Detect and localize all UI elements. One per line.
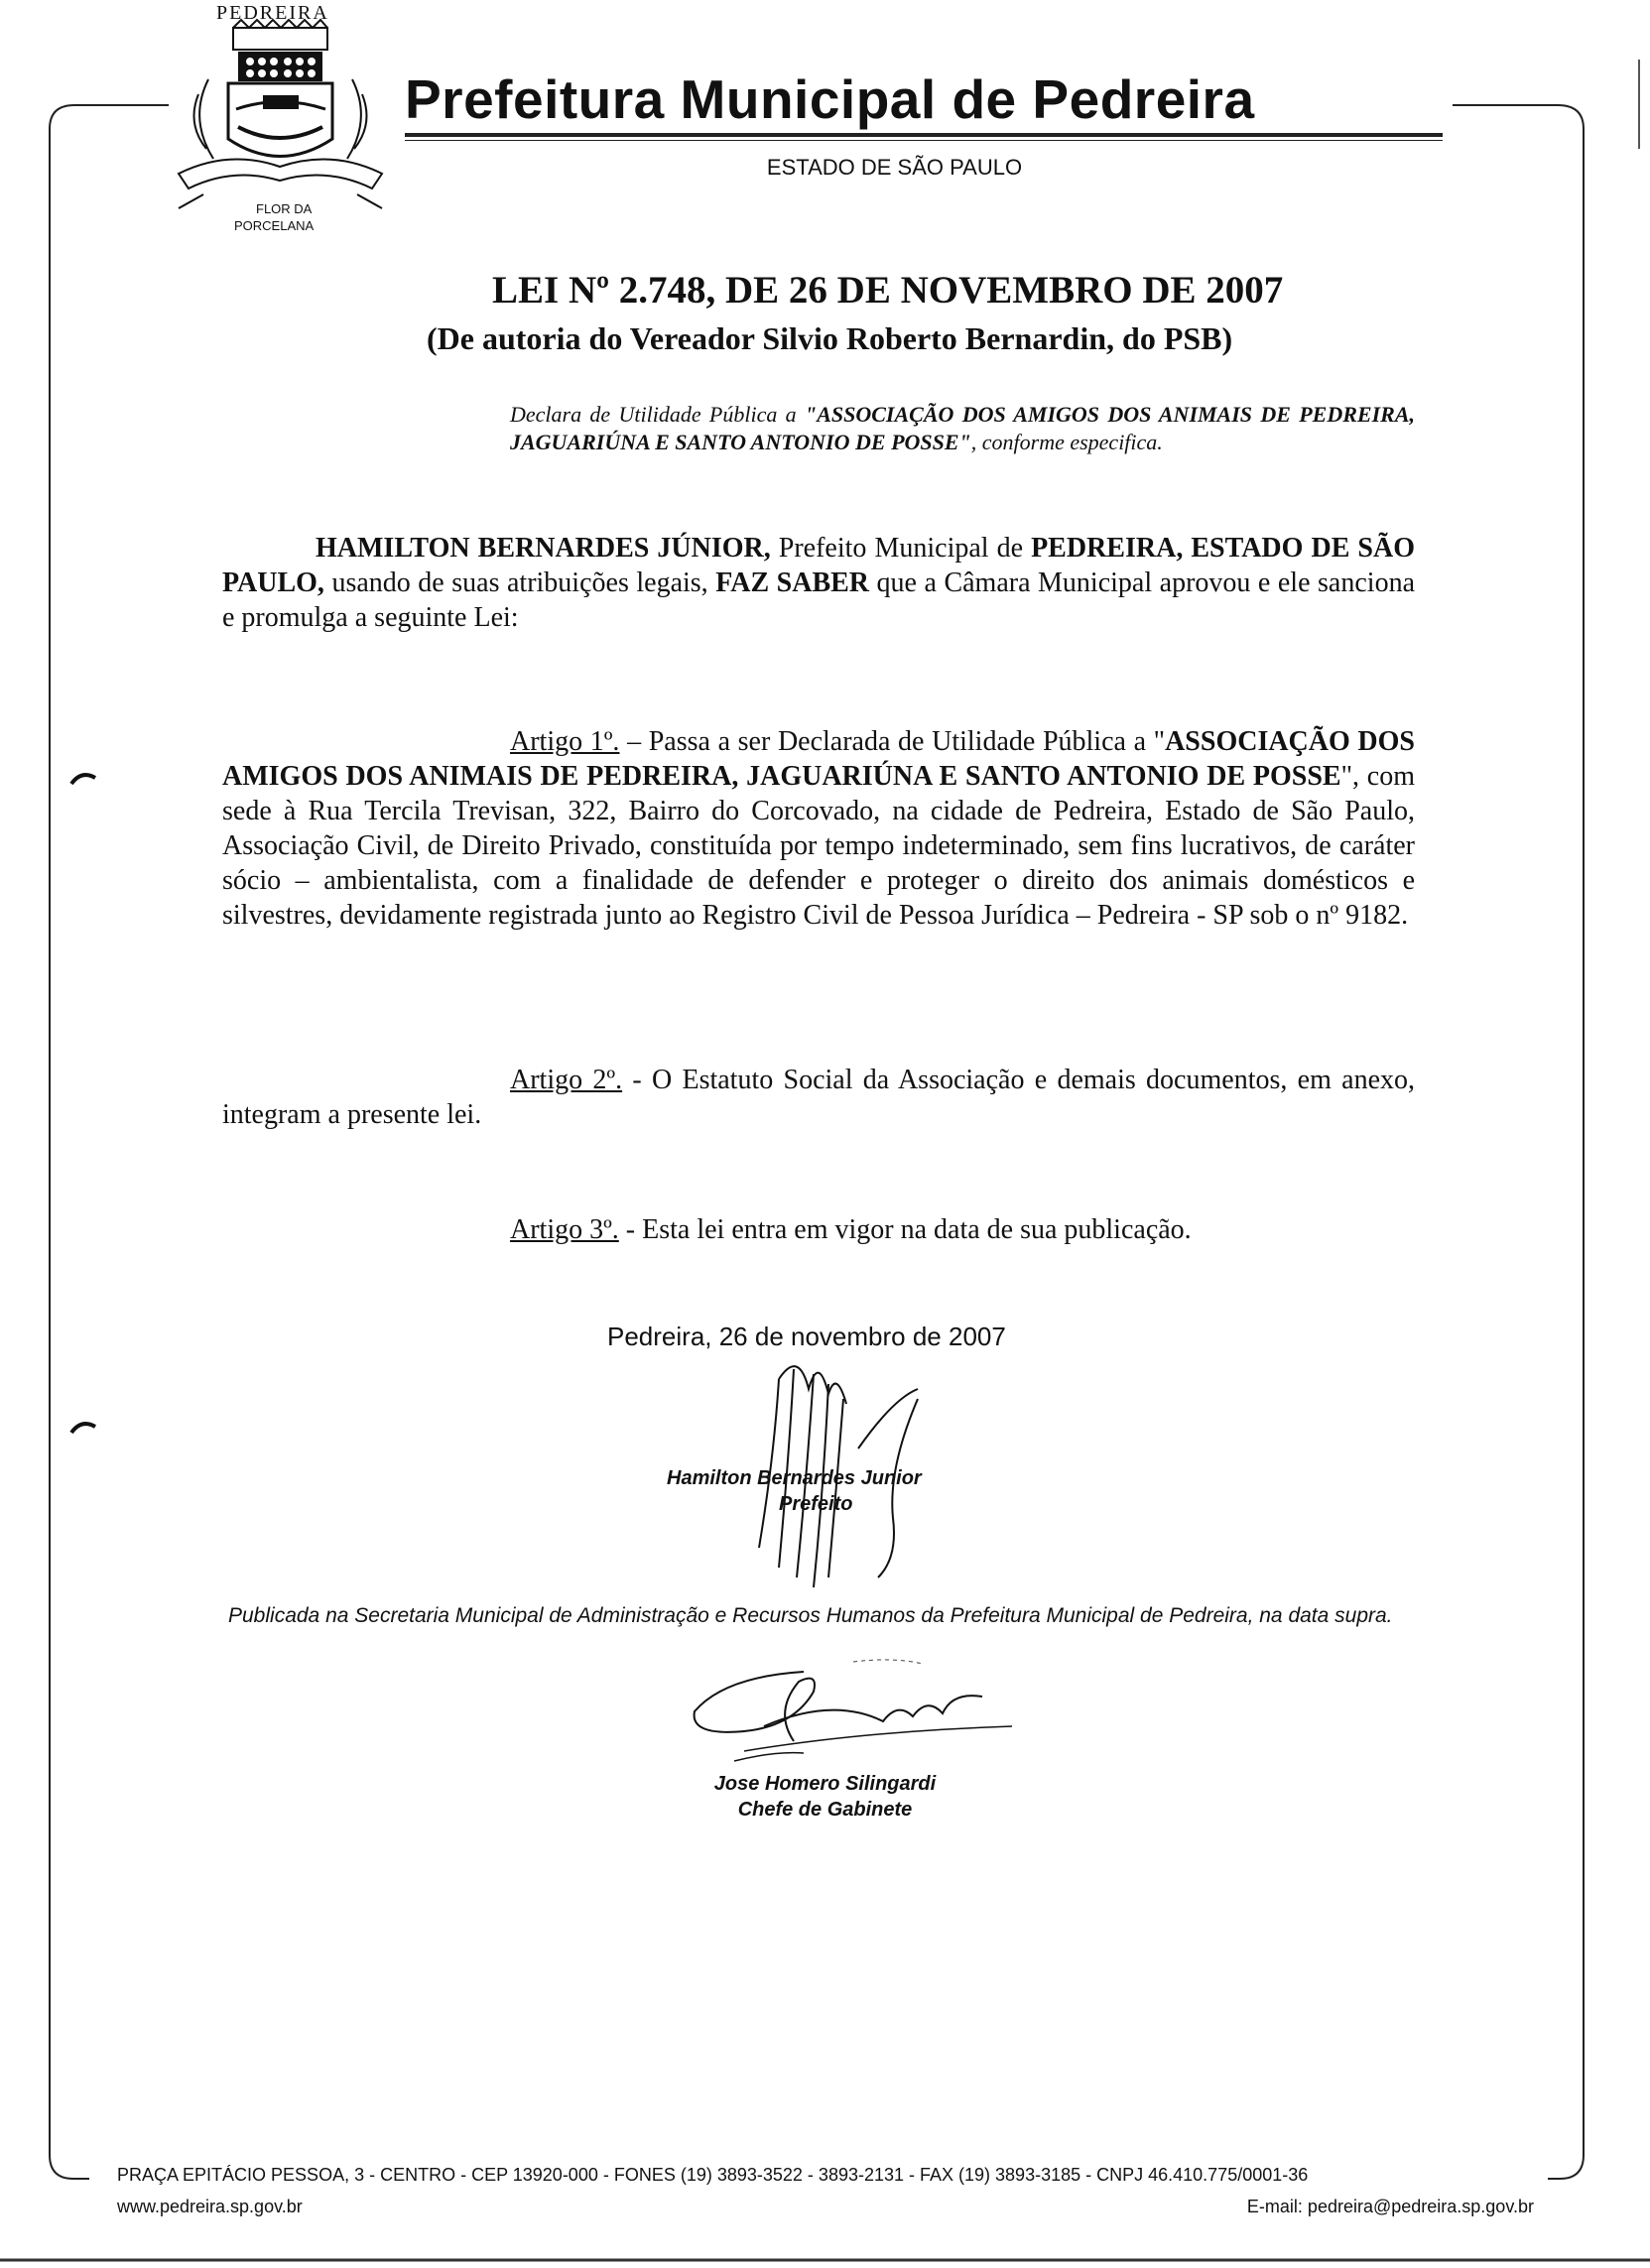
signing-date: Pedreira, 26 de novembro de 2007 bbox=[607, 1322, 1006, 1351]
publication-note: Publicada na Secretaria Municipal de Administração e Recursos Humanos da Prefeitura Municipal de Pedreira, na data supra. bbox=[228, 1604, 1393, 1627]
article-1-label: Artigo 1º. bbox=[510, 726, 620, 757]
second-signer-role: Chefe de Gabinete bbox=[737, 1799, 913, 1821]
state-subtitle: ESTADO DE SÃO PAULO bbox=[766, 155, 1023, 180]
article-3-label: Artigo 3º. bbox=[510, 1214, 619, 1245]
title-rule-thick bbox=[405, 133, 1443, 137]
article-3-text: - Esta lei entra em vigor na data de sua publicação. bbox=[618, 1214, 1192, 1245]
article-1-entity: ASSOCIAÇÃO DOS AMIGOS DOS ANIMAIS DE PEDREIRA, JAGUARIÚNA E SANTO ANTONIO DE POSSE bbox=[222, 726, 1415, 792]
title-rule-thin bbox=[405, 140, 1443, 141]
footer-website: www.pedreira.sp.gov.br bbox=[117, 2197, 303, 2216]
footer-email: E-mail: pedreira@pedreira.sp.gov.br bbox=[1246, 2197, 1534, 2216]
preamble-paragraph bbox=[222, 531, 1415, 635]
mayor-signer-role: Prefeito bbox=[779, 1493, 853, 1515]
city-state: PEDREIRA, ESTADO DE SÃO PAULO, bbox=[222, 533, 1415, 598]
second-signer-name: Jose Homero Silingardi bbox=[713, 1773, 937, 1795]
law-ementa bbox=[510, 401, 1415, 456]
crest-top-text: PEDREIRA bbox=[216, 2, 329, 24]
faz-saber: FAZ SABER bbox=[715, 567, 870, 598]
law-authorship: (De autoria do Vereador Silvio Roberto Bernardin, do PSB) bbox=[427, 320, 1233, 356]
chief-of-staff-signature bbox=[685, 1652, 1012, 1771]
preamble-text-1: Prefeito Municipal de bbox=[770, 533, 1032, 564]
mayor-signer-name: Hamilton Bernardes Junior bbox=[667, 1467, 922, 1489]
article-1-text-2: ", com sede à Rua Tercila Trevisan, 322, Bairro do Corcovado, na cidade de Pedreira, Estado de São Paulo, Associação Civil, de Direito Privado, constituída por tempo indeterminado, sem fins lucrativos, de caráter sócio – ambientalista, com a finalidade de defender e proteger o direito dos animais domésticos e silvestres, devidamente registrada junto ao Registro Civil de Pessoa Jurídica – Pedreira - SP sob o nº 9182. bbox=[222, 761, 1415, 931]
crest-bottom-line1: FLOR DA bbox=[256, 201, 313, 216]
ementa-entity: "ASSOCIAÇÃO DOS AMIGOS DOS ANIMAIS DE PEDREIRA, JAGUARIÚNA E SANTO ANTONIO DE POSSE" bbox=[510, 402, 1415, 454]
article-2-label: Artigo 2º. bbox=[510, 1065, 623, 1095]
preamble-text-3: que a Câmara Municipal aprovou e ele sanciona e promulga a seguinte Lei: bbox=[222, 567, 1415, 633]
footer-address: PRAÇA EPITÁCIO PESSOA, 3 - CENTRO - CEP 13920-000 - FONES (19) 3893-3522 - 3893-2131 - FAX (19) 3893-3185 - CNPJ 46.410.775/0001-36 bbox=[117, 2165, 1309, 2185]
mayor-name: HAMILTON BERNARDES JÚNIOR, bbox=[316, 533, 771, 564]
article-1-text-1: – Passa a ser Declarada de Utilidade Pública a " bbox=[619, 726, 1166, 757]
article-1 bbox=[222, 724, 1415, 933]
crest-bottom-line2: PORCELANA bbox=[234, 218, 315, 233]
page-title: Prefeitura Municipal de Pedreira bbox=[405, 68, 1255, 130]
ementa-tail: , conforme especifica. bbox=[970, 430, 1163, 454]
law-heading: LEI Nº 2.748, DE 26 DE NOVEMBRO DE 2007 bbox=[492, 269, 1284, 312]
article-2 bbox=[222, 1063, 1415, 1132]
preamble-text-2: usando de suas atribuições legais, bbox=[323, 567, 716, 598]
article-2-text: - O Estatuto Social da Associação e demais documentos, em anexo, integram a presente lei. bbox=[222, 1065, 1415, 1130]
article-3 bbox=[222, 1212, 1415, 1247]
ementa-text: Declara de Utilidade Pública a bbox=[510, 402, 805, 427]
